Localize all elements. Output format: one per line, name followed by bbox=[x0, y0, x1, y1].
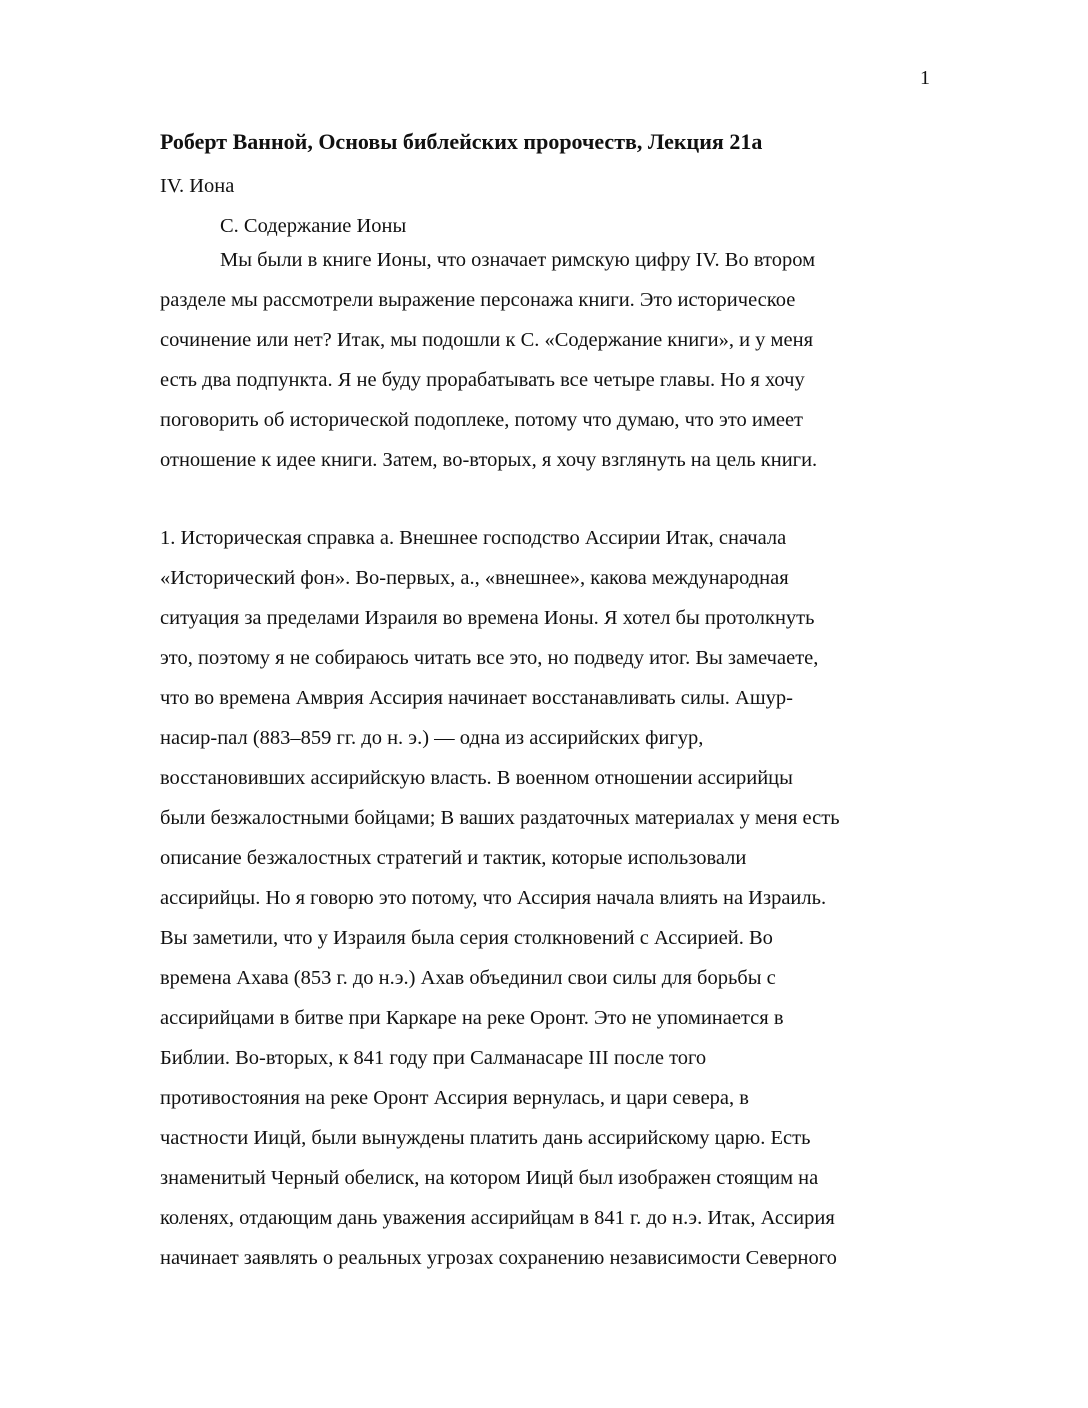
paragraph-line: знаменитый Черный обелиск, на котором Иицй был изображен стоящим на bbox=[160, 1167, 819, 1189]
paragraph-line: сочинение или нет? Итак, мы подошли к C. «Содержание книги», и у меня bbox=[160, 329, 814, 351]
paragraph-line: разделе мы рассмотрели выражение персонажа книги. Это историческое bbox=[160, 289, 796, 311]
subsection-heading: C. Содержание Ионы bbox=[220, 215, 407, 237]
paragraph-line: ассирийцы. Но я говорю это потому, что Ассирия начала влиять на Израиль. bbox=[160, 887, 827, 909]
page-number: 1 bbox=[920, 67, 930, 89]
paragraph-line: восстановивших ассирийскую власть. В военном отношении ассирийцы bbox=[160, 767, 793, 789]
paragraph-line: есть два подпункта. Я не буду прорабатывать все четыре главы. Но я хочу bbox=[160, 369, 805, 391]
paragraph-line: 1. Историческая справка a. Внешнее господство Ассирии Итак, сначала bbox=[160, 527, 787, 549]
paragraph-line: времена Ахава (853 г. до н.э.) Ахав объединил свои силы для борьбы с bbox=[160, 967, 776, 989]
paragraph-line: описание безжалостных стратегий и тактик, которые использовали bbox=[160, 847, 747, 869]
paragraph-line: противостояния на реке Оронт Ассирия вернулась, и цари севера, в bbox=[160, 1087, 749, 1109]
paragraph-line: поговорить об исторической подоплеке, потому что думаю, что это имеет bbox=[160, 409, 803, 431]
paragraph-line: это, поэтому я не собираюсь читать все это, но подведу итог. Вы замечаете, bbox=[160, 647, 819, 669]
paragraph-line: Мы были в книге Ионы, что означает римскую цифру IV. Во втором bbox=[220, 249, 816, 271]
lecture-title: Роберт Ванной, Основы библейских пророчеств, Лекция 21a bbox=[160, 129, 763, 154]
section-heading: IV. Иона bbox=[160, 175, 235, 197]
paragraph-line: коленях, отдающим дань уважения ассирийцам в 841 г. до н.э. Итак, Ассирия bbox=[160, 1207, 835, 1229]
paragraph-line: были безжалостными бойцами; В ваших раздаточных материалах у меня есть bbox=[160, 807, 840, 829]
paragraph-line: частности Иицй, были вынуждены платить дань ассирийскому царю. Есть bbox=[160, 1127, 811, 1149]
paragraph-line: ассирийцами в битве при Каркаре на реке Оронт. Это не упоминается в bbox=[160, 1007, 784, 1029]
paragraph-line: насир-пал (883–859 гг. до н. э.) — одна из ассирийских фигур, bbox=[160, 727, 704, 749]
paragraph-line: Вы заметили, что у Израиля была серия столкновений с Ассирией. Во bbox=[160, 927, 773, 949]
paragraph-line: что во времена Амврия Ассирия начинает восстанавливать силы. Ашур- bbox=[160, 687, 793, 709]
paragraph-line: «Исторический фон». Во-первых, а., «внешнее», какова международная bbox=[160, 567, 789, 589]
paragraph-line: отношение к идее книги. Затем, во-вторых, я хочу взглянуть на цель книги. bbox=[160, 449, 818, 471]
paragraph-line: ситуация за пределами Израиля во времена Ионы. Я хотел бы протолкнуть bbox=[160, 607, 815, 629]
paragraph-line: Библии. Во-вторых, к 841 году при Салманасаре III после того bbox=[160, 1047, 707, 1069]
paragraph-line: начинает заявлять о реальных угрозах сохранению независимости Северного bbox=[160, 1247, 837, 1269]
